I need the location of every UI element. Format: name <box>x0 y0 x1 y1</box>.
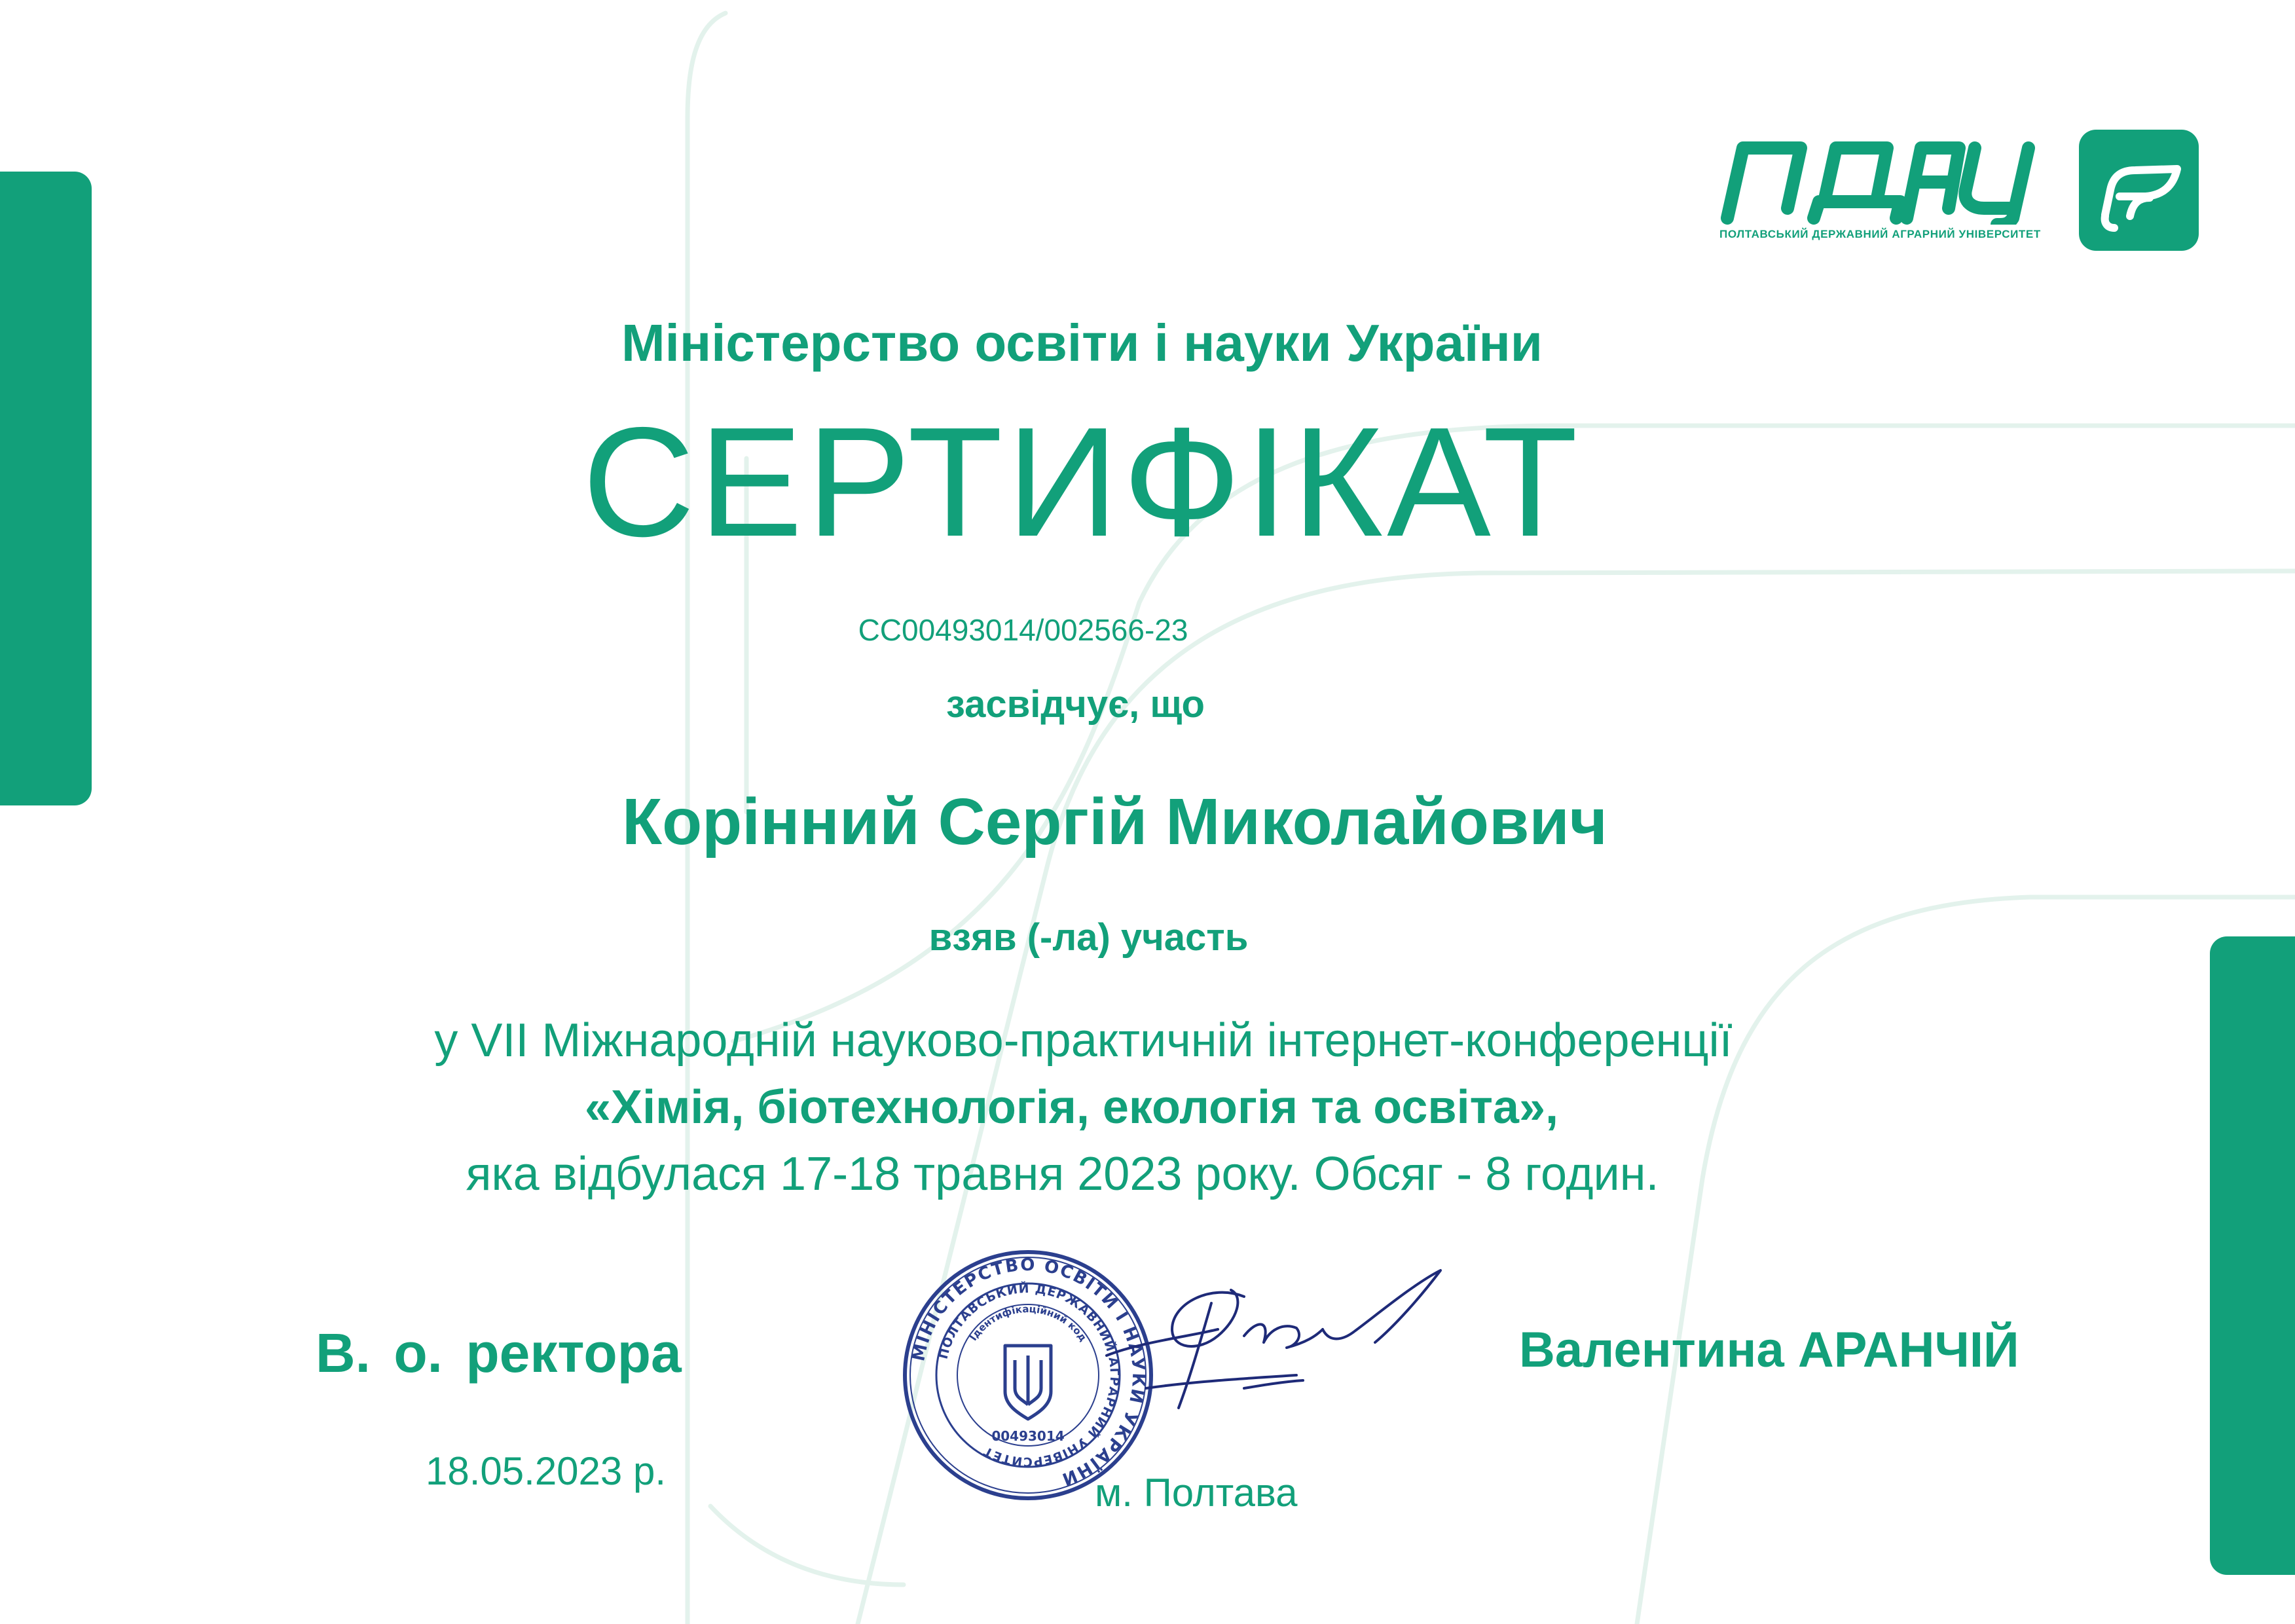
leaf-icon <box>2079 130 2199 251</box>
trident-icon <box>1005 1346 1051 1419</box>
conference-description-line1: у VII Міжнародній науково-практичній інтернет-конференції <box>434 1014 1733 1067</box>
participated-text: взяв (-ла) участь <box>928 916 1249 959</box>
logo-subtitle: ПОЛТАВСЬКИЙ ДЕРЖАВНИЙ АГРАРНИЙ УНІВЕРСИТЕТ <box>1719 228 2041 240</box>
conference-details-line3: яка відбулася 17-18 травня 2023 року. Обсяг - 8 годин. <box>466 1148 1659 1200</box>
certifies-text: засвідчує, що <box>946 683 1205 726</box>
issue-city: м. Полтава <box>1095 1471 1298 1515</box>
issue-date: 18.05.2023 р. <box>426 1449 667 1493</box>
ministry-heading: Міністерство освіти і науки України <box>621 314 1543 372</box>
rector-signature <box>1048 1257 1506 1428</box>
university-logo <box>1716 130 2200 254</box>
signatory-name: Валентина АРАНЧІЙ <box>1519 1322 2019 1378</box>
conference-title: «Хімія, біотехнологія, екологія та освіта», <box>585 1081 1558 1134</box>
recipient-name: Корінний Сергій Миколайович <box>622 785 1607 858</box>
seal-outer-text: МІНІСТЕРСТВО ОСВІТИ І НАУКИ УКРАЇНИ <box>909 1255 1148 1490</box>
certificate-title: СЕРТИФІКАТ <box>582 396 1582 569</box>
seal-code-label: Ідентифікаційний код <box>967 1302 1090 1344</box>
seal-code: 00493014 <box>991 1428 1065 1444</box>
signatory-title: В. о. ректора <box>316 1322 682 1384</box>
logo-wordmark <box>1716 130 2049 225</box>
seal-inner-text: ПОЛТАВСЬКИЙ ДЕРЖАВНИЙ АГРАРНИЙ УНІВЕРСИТЕТ <box>936 1281 1122 1469</box>
certificate-number: СС00493014/002566-23 <box>858 613 1188 647</box>
